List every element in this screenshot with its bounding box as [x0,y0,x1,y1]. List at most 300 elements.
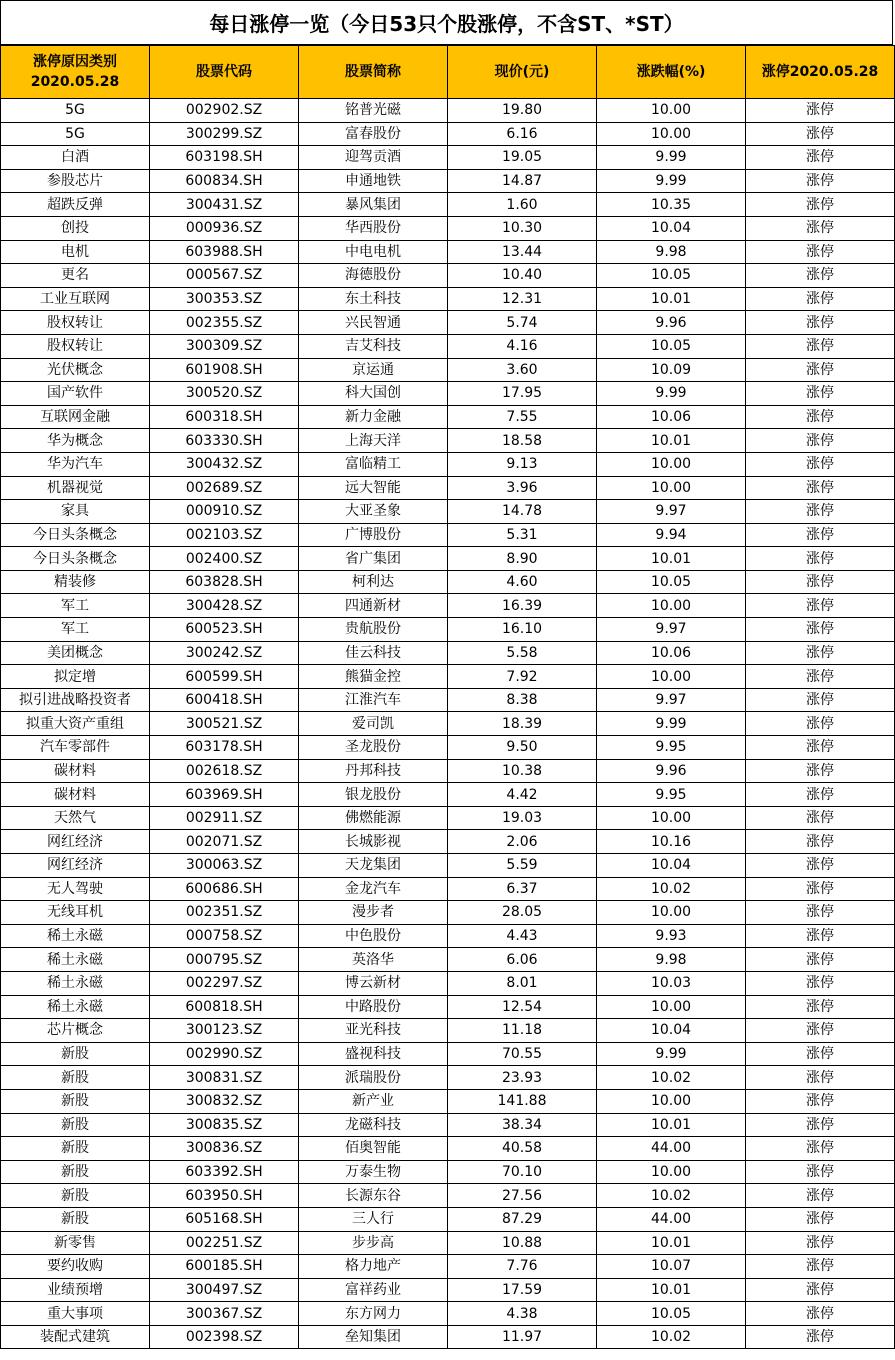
cell-price: 38.34 [448,1113,597,1137]
cell-reason: 新股 [1,1113,150,1137]
cell-status: 涨停 [746,783,895,807]
cell-name: 垒知集团 [299,1325,448,1349]
cell-reason: 家具 [1,500,150,524]
table-row [1,287,895,311]
table-row [1,688,895,712]
cell-status: 涨停 [746,901,895,925]
cell-change: 10.00 [597,476,746,500]
cell-name: 盛视科技 [299,1042,448,1066]
cell-name: 东土科技 [299,287,448,311]
cell-change: 9.99 [597,712,746,736]
cell-price: 8.90 [448,547,597,571]
cell-change: 10.01 [597,1278,746,1302]
cell-change: 10.01 [597,547,746,571]
cell-name: 华西股份 [299,216,448,240]
cell-name: 天龙集团 [299,854,448,878]
cell-price: 10.30 [448,216,597,240]
cell-price: 16.39 [448,594,597,618]
cell-code: 002355.SZ [150,311,299,335]
cell-reason: 稀土永磁 [1,948,150,972]
cell-change: 10.07 [597,1255,746,1279]
cell-price: 19.80 [448,99,597,123]
cell-code: 002297.SZ [150,971,299,995]
cell-change: 10.00 [597,995,746,1019]
cell-code: 002902.SZ [150,99,299,123]
cell-reason: 国产软件 [1,382,150,406]
cell-status: 涨停 [746,1325,895,1349]
table-row [1,712,895,736]
cell-status: 涨停 [746,287,895,311]
table-row [1,358,895,382]
cell-name: 熊猫金控 [299,665,448,689]
table-row [1,948,895,972]
cell-status: 涨停 [746,665,895,689]
table-row [1,759,895,783]
cell-reason: 白酒 [1,146,150,170]
cell-name: 迎驾贡酒 [299,146,448,170]
table-row [1,618,895,642]
header-reason-line2: 2020.05.28 [30,74,120,90]
cell-price: 2.06 [448,830,597,854]
cell-status: 涨停 [746,405,895,429]
table-row [1,854,895,878]
cell-status: 涨停 [746,830,895,854]
cell-status: 涨停 [746,122,895,146]
cell-status: 涨停 [746,995,895,1019]
cell-price: 14.78 [448,500,597,524]
cell-reason: 稀土永磁 [1,971,150,995]
cell-name: 亚光科技 [299,1019,448,1043]
header-reason [1,46,150,99]
cell-reason: 新股 [1,1066,150,1090]
cell-price: 12.54 [448,995,597,1019]
cell-reason: 5G [1,122,150,146]
cell-change: 10.00 [597,99,746,123]
cell-status: 涨停 [746,688,895,712]
table-row [1,216,895,240]
cell-name: 省广集团 [299,547,448,571]
cell-code: 300497.SZ [150,1278,299,1302]
table-row [1,594,895,618]
cell-reason: 新股 [1,1184,150,1208]
cell-reason: 芯片概念 [1,1019,150,1043]
cell-change: 10.01 [597,1113,746,1137]
cell-price: 6.16 [448,122,597,146]
cell-reason: 军工 [1,618,150,642]
header-price: 现价(元) [448,46,597,99]
cell-change: 10.05 [597,334,746,358]
table-row [1,122,895,146]
cell-reason: 工业互联网 [1,287,150,311]
table-row [1,1325,895,1349]
cell-change: 10.02 [597,1325,746,1349]
cell-change: 10.05 [597,570,746,594]
cell-status: 涨停 [746,1042,895,1066]
cell-price: 7.76 [448,1255,597,1279]
cell-reason: 军工 [1,594,150,618]
table-row [1,736,895,760]
cell-price: 5.31 [448,523,597,547]
cell-status: 涨停 [746,311,895,335]
table-row [1,1184,895,1208]
cell-code: 300428.SZ [150,594,299,618]
cell-price: 23.93 [448,1066,597,1090]
cell-code: 000795.SZ [150,948,299,972]
cell-status: 涨停 [746,358,895,382]
cell-reason: 装配式建筑 [1,1325,150,1349]
cell-status: 涨停 [746,452,895,476]
cell-change: 10.06 [597,405,746,429]
cell-reason: 天然气 [1,806,150,830]
cell-name: 大亚圣象 [299,500,448,524]
table-row [1,429,895,453]
cell-code: 002618.SZ [150,759,299,783]
cell-code: 002351.SZ [150,901,299,925]
cell-name: 圣龙股份 [299,736,448,760]
cell-name: 海德股份 [299,264,448,288]
cell-price: 5.58 [448,641,597,665]
cell-status: 涨停 [746,641,895,665]
cell-price: 5.74 [448,311,597,335]
cell-reason: 股权转让 [1,311,150,335]
table-row [1,146,895,170]
cell-change: 9.93 [597,924,746,948]
cell-code: 002911.SZ [150,806,299,830]
cell-code: 603950.SH [150,1184,299,1208]
cell-code: 603969.SH [150,783,299,807]
cell-status: 涨停 [746,570,895,594]
cell-price: 18.39 [448,712,597,736]
cell-code: 002251.SZ [150,1231,299,1255]
cell-status: 涨停 [746,877,895,901]
cell-reason: 网红经济 [1,830,150,854]
cell-name: 远大智能 [299,476,448,500]
cell-price: 11.97 [448,1325,597,1349]
cell-code: 000936.SZ [150,216,299,240]
cell-change: 10.00 [597,901,746,925]
cell-name: 佰奥智能 [299,1137,448,1161]
cell-change: 9.96 [597,311,746,335]
cell-name: 格力地产 [299,1255,448,1279]
cell-code: 000567.SZ [150,264,299,288]
cell-name: 派瑞股份 [299,1066,448,1090]
table-row [1,830,895,854]
cell-code: 002689.SZ [150,476,299,500]
cell-status: 涨停 [746,971,895,995]
cell-code: 300063.SZ [150,854,299,878]
cell-change: 9.95 [597,736,746,760]
cell-change: 10.00 [597,665,746,689]
cell-status: 涨停 [746,1137,895,1161]
cell-code: 002071.SZ [150,830,299,854]
cell-reason: 新零售 [1,1231,150,1255]
cell-price: 17.59 [448,1278,597,1302]
cell-status: 涨停 [746,1184,895,1208]
cell-reason: 新股 [1,1160,150,1184]
cell-price: 11.18 [448,1019,597,1043]
cell-price: 6.37 [448,877,597,901]
cell-change: 9.97 [597,500,746,524]
cell-name: 万泰生物 [299,1160,448,1184]
cell-name: 丹邦科技 [299,759,448,783]
cell-code: 002103.SZ [150,523,299,547]
cell-code: 002990.SZ [150,1042,299,1066]
cell-status: 涨停 [746,169,895,193]
cell-status: 涨停 [746,1089,895,1113]
table-row [1,665,895,689]
header-name: 股票简称 [299,46,448,99]
table-row [1,1137,895,1161]
cell-name: 漫步者 [299,901,448,925]
cell-name: 长城影视 [299,830,448,854]
cell-change: 44.00 [597,1137,746,1161]
cell-change: 10.00 [597,1160,746,1184]
cell-name: 贵航股份 [299,618,448,642]
table-row [1,1019,895,1043]
cell-reason: 华为汽车 [1,452,150,476]
cell-change: 9.98 [597,948,746,972]
table-row [1,924,895,948]
cell-price: 17.95 [448,382,597,406]
cell-status: 涨停 [746,1066,895,1090]
cell-reason: 机器视觉 [1,476,150,500]
table-row [1,877,895,901]
table-row [1,193,895,217]
cell-name: 中路股份 [299,995,448,1019]
cell-reason: 要约收购 [1,1255,150,1279]
header-status: 涨停2020.05.28 [746,46,895,99]
cell-name: 富祥药业 [299,1278,448,1302]
cell-name: 上海天洋 [299,429,448,453]
cell-reason: 创投 [1,216,150,240]
header-row [1,46,895,99]
cell-reason: 无线耳机 [1,901,150,925]
cell-reason: 拟引进战略投资者 [1,688,150,712]
cell-status: 涨停 [746,99,895,123]
table-row [1,523,895,547]
cell-name: 爱司凯 [299,712,448,736]
cell-change: 10.09 [597,358,746,382]
cell-reason: 新股 [1,1089,150,1113]
cell-change: 9.98 [597,240,746,264]
cell-price: 70.10 [448,1160,597,1184]
cell-status: 涨停 [746,193,895,217]
cell-code: 300835.SZ [150,1113,299,1137]
cell-change: 10.05 [597,1302,746,1326]
cell-code: 600834.SH [150,169,299,193]
cell-price: 3.96 [448,476,597,500]
table-row [1,1042,895,1066]
cell-reason: 光伏概念 [1,358,150,382]
cell-status: 涨停 [746,523,895,547]
cell-price: 87.29 [448,1207,597,1231]
cell-code: 600686.SH [150,877,299,901]
cell-price: 7.92 [448,665,597,689]
cell-status: 涨停 [746,618,895,642]
cell-price: 10.38 [448,759,597,783]
cell-reason: 无人驾驶 [1,877,150,901]
cell-code: 300353.SZ [150,287,299,311]
table-body [1,99,895,1349]
cell-name: 龙磁科技 [299,1113,448,1137]
cell-code: 300836.SZ [150,1137,299,1161]
cell-name: 中电电机 [299,240,448,264]
cell-price: 27.56 [448,1184,597,1208]
cell-status: 涨停 [746,240,895,264]
cell-price: 4.60 [448,570,597,594]
cell-change: 10.04 [597,216,746,240]
cell-status: 涨停 [746,1231,895,1255]
table-row [1,452,895,476]
cell-code: 603828.SH [150,570,299,594]
cell-change: 9.97 [597,688,746,712]
cell-change: 10.01 [597,1231,746,1255]
cell-reason: 拟重大资产重组 [1,712,150,736]
cell-change: 10.01 [597,287,746,311]
cell-change: 10.03 [597,971,746,995]
table-row [1,1160,895,1184]
cell-price: 19.05 [448,146,597,170]
cell-code: 600523.SH [150,618,299,642]
cell-status: 涨停 [746,1019,895,1043]
cell-status: 涨停 [746,1207,895,1231]
cell-code: 002398.SZ [150,1325,299,1349]
cell-change: 10.04 [597,854,746,878]
table-row [1,334,895,358]
cell-code: 600418.SH [150,688,299,712]
cell-reason: 拟定增 [1,665,150,689]
cell-status: 涨停 [746,146,895,170]
cell-price: 4.16 [448,334,597,358]
cell-reason: 新股 [1,1137,150,1161]
cell-name: 暴风集团 [299,193,448,217]
cell-status: 涨停 [746,594,895,618]
table-row [1,1207,895,1231]
table-row [1,971,895,995]
table-row [1,169,895,193]
cell-reason: 互联网金融 [1,405,150,429]
cell-change: 10.00 [597,1089,746,1113]
cell-reason: 更名 [1,264,150,288]
cell-code: 600599.SH [150,665,299,689]
cell-status: 涨停 [746,334,895,358]
cell-status: 涨停 [746,924,895,948]
cell-change: 9.99 [597,169,746,193]
cell-change: 9.99 [597,382,746,406]
cell-status: 涨停 [746,806,895,830]
cell-name: 富春股份 [299,122,448,146]
cell-change: 10.16 [597,830,746,854]
table-row [1,547,895,571]
table-row [1,1113,895,1137]
cell-name: 柯利达 [299,570,448,594]
cell-reason: 碳材料 [1,759,150,783]
cell-name: 银龙股份 [299,783,448,807]
cell-reason: 稀土永磁 [1,995,150,1019]
cell-name: 新力金融 [299,405,448,429]
cell-price: 14.87 [448,169,597,193]
cell-reason: 今日头条概念 [1,523,150,547]
cell-change: 10.35 [597,193,746,217]
cell-change: 10.06 [597,641,746,665]
cell-price: 8.01 [448,971,597,995]
cell-status: 涨停 [746,712,895,736]
cell-name: 佛燃能源 [299,806,448,830]
cell-status: 涨停 [746,476,895,500]
cell-code: 603198.SH [150,146,299,170]
cell-reason: 精装修 [1,570,150,594]
table-header [1,46,895,99]
cell-change: 44.00 [597,1207,746,1231]
cell-price: 4.38 [448,1302,597,1326]
table-row [1,382,895,406]
cell-code: 600185.SH [150,1255,299,1279]
table-row [1,99,895,123]
cell-reason: 股权转让 [1,334,150,358]
table-row [1,1255,895,1279]
cell-reason: 稀土永磁 [1,924,150,948]
table-row [1,1089,895,1113]
cell-name: 富临精工 [299,452,448,476]
cell-change: 10.02 [597,1184,746,1208]
cell-price: 5.59 [448,854,597,878]
cell-code: 300123.SZ [150,1019,299,1043]
table-row [1,1231,895,1255]
cell-reason: 华为概念 [1,429,150,453]
cell-reason: 参股芯片 [1,169,150,193]
table-row [1,995,895,1019]
cell-status: 涨停 [746,1278,895,1302]
cell-price: 8.38 [448,688,597,712]
cell-name: 兴民智通 [299,311,448,335]
cell-change: 10.04 [597,1019,746,1043]
cell-code: 603988.SH [150,240,299,264]
cell-price: 4.42 [448,783,597,807]
cell-price: 1.60 [448,193,597,217]
cell-status: 涨停 [746,382,895,406]
cell-status: 涨停 [746,736,895,760]
cell-name: 新产业 [299,1089,448,1113]
cell-change: 9.95 [597,783,746,807]
cell-code: 300299.SZ [150,122,299,146]
page-title: 每日涨停一览（今日53只个股涨停，不含ST、*ST） [0,0,893,45]
cell-change: 9.99 [597,146,746,170]
cell-price: 40.58 [448,1137,597,1161]
cell-status: 涨停 [746,1113,895,1137]
cell-price: 28.05 [448,901,597,925]
table-row [1,641,895,665]
cell-status: 涨停 [746,500,895,524]
cell-reason: 电机 [1,240,150,264]
cell-price: 70.55 [448,1042,597,1066]
cell-code: 603330.SH [150,429,299,453]
table-row [1,901,895,925]
header-code: 股票代码 [150,46,299,99]
cell-price: 19.03 [448,806,597,830]
cell-change: 10.00 [597,122,746,146]
header-change: 涨跌幅(%) [597,46,746,99]
cell-code: 300367.SZ [150,1302,299,1326]
cell-name: 四通新材 [299,594,448,618]
cell-price: 10.88 [448,1231,597,1255]
cell-price: 12.31 [448,287,597,311]
cell-reason: 今日头条概念 [1,547,150,571]
cell-code: 000758.SZ [150,924,299,948]
cell-code: 002400.SZ [150,547,299,571]
cell-change: 10.02 [597,877,746,901]
cell-code: 300832.SZ [150,1089,299,1113]
cell-name: 东方网力 [299,1302,448,1326]
